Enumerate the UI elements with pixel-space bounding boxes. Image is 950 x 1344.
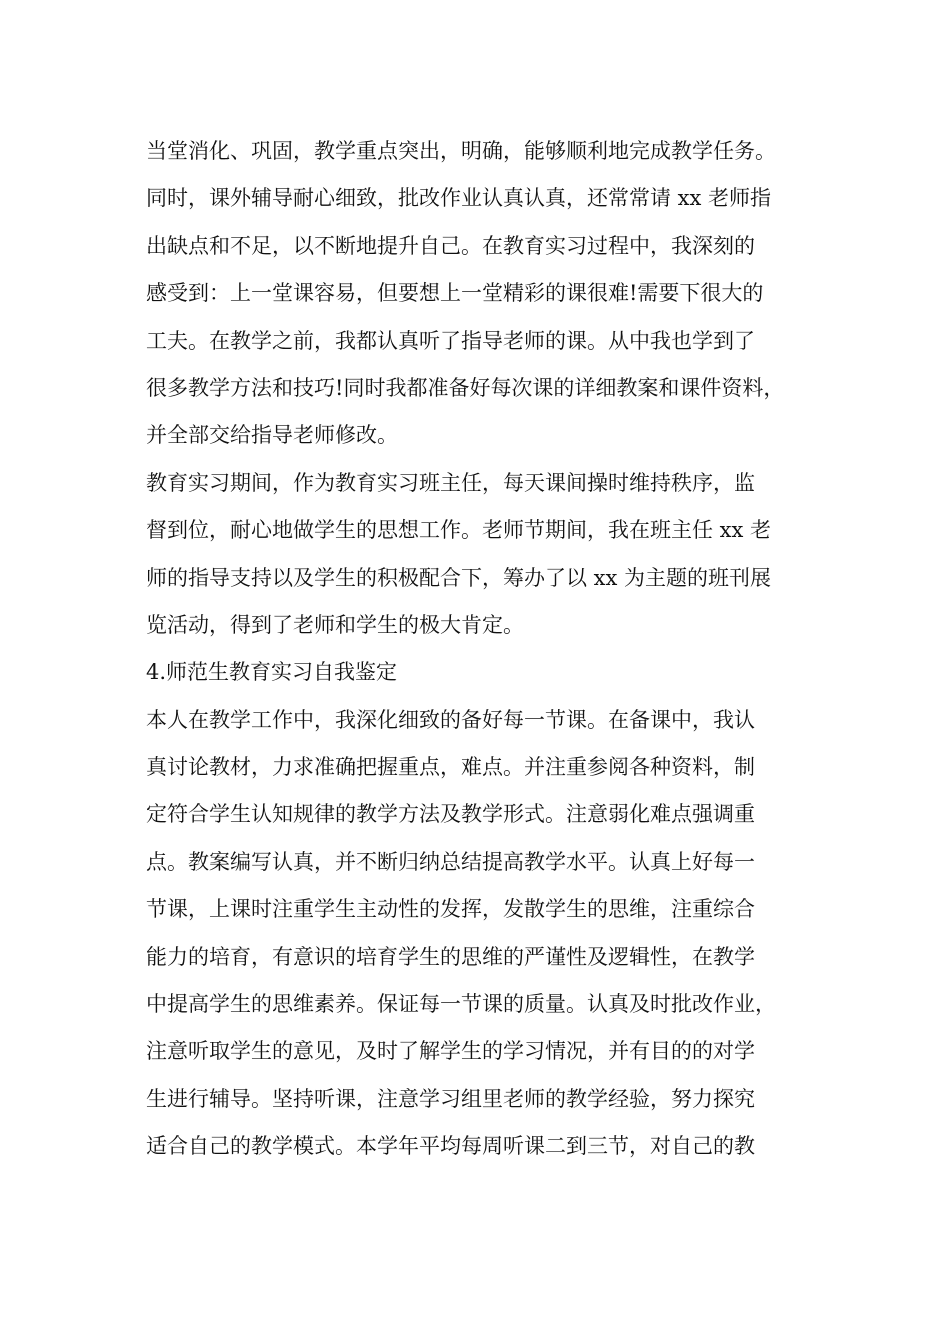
text-line: 本人在教学工作中，我深化细致的备好每一节课。在备课中，我认 [146, 707, 755, 732]
text-line: 出缺点和不足，以不断地提升自己。在教育实习过程中，我深刻的 [146, 233, 755, 258]
text-line: 生进行辅导。坚持听课，注意学习组里老师的教学经验，努力探究 [146, 1086, 755, 1111]
text-line: 能力的培育，有意识的培育学生的思维的严谨性及逻辑性，在教学 [146, 944, 755, 969]
text-line: 当堂消化、巩固，教学重点突出，明确，能够顺利地完成教学任务。 [146, 139, 776, 163]
text-line: 很多教学方法和技巧!同时我都准备好每次课的详细教案和课件资料， [146, 375, 785, 400]
text-line: 教育实习期间，作为教育实习班主任，每天课间操时维持秩序，监 [146, 470, 755, 495]
text-line: 感受到：上一堂课容易，但要想上一堂精彩的课很难!需要下很大的 [146, 281, 764, 306]
text-line: 真讨论教材，力求准确把握重点，难点。并注重参阅各种资料，制 [146, 755, 755, 780]
text-line: 览活动，得到了老师和学生的极大肯定。 [146, 612, 524, 637]
text-line: 师的指导支持以及学生的积极配合下，筹办了以 xx 为主题的班刊展 [146, 565, 772, 590]
text-line: 注意听取学生的意见，及时了解学生的学习情况，并有目的的对学 [146, 1039, 755, 1064]
text-line: 定符合学生认知规律的教学方法及教学形式。注意弱化难点强调重 [146, 802, 755, 827]
document-body [146, 128, 826, 1171]
section-heading: 4.师范生教育实习自我鉴定 [146, 660, 398, 685]
text-line: 中提高学生的思维素养。保证每一节课的质量。认真及时批改作业， [146, 992, 776, 1017]
text-line: 并全部交给指导老师修改。 [146, 423, 398, 448]
text-line: 工夫。在教学之前，我都认真听了指导老师的课。从中我也学到了 [146, 328, 755, 353]
text-line: 适合自己的教学模式。本学年平均每周听课二到三节，对自己的教 [146, 1134, 755, 1159]
text-line: 督到位，耐心地做学生的思想工作。老师节期间，我在班主任 xx 老 [146, 518, 772, 543]
text-line: 节课，上课时注重学生主动性的发挥，发散学生的思维，注重综合 [146, 897, 755, 922]
text-line: 点。教案编写认真，并不断归纳总结提高教学水平。认真上好每一 [146, 849, 755, 874]
text-line: 同时，课外辅导耐心细致，批改作业认真认真，还常常请 xx 老师指 [146, 186, 772, 211]
